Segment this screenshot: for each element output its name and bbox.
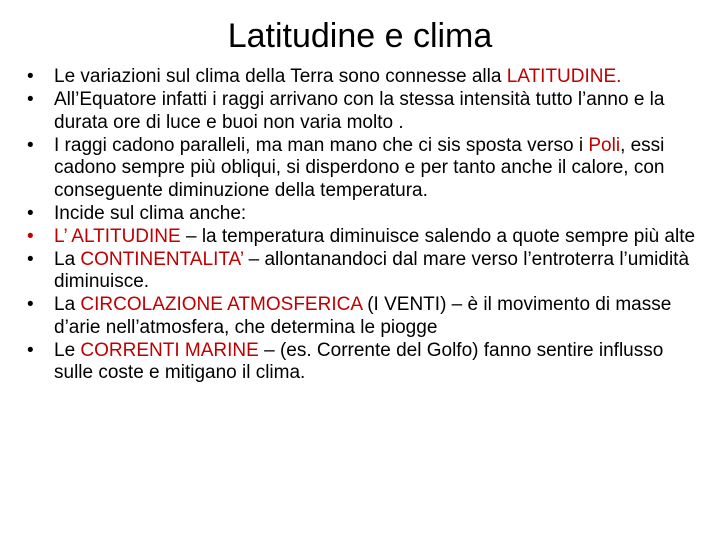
highlight-text: LATITUDINE. xyxy=(506,66,622,87)
bullet-text: La xyxy=(54,294,81,316)
bullet-dot-icon: • xyxy=(27,134,34,156)
bullet-text: – la temperatura diminuisce salendo a quote sempre più alte xyxy=(180,225,696,247)
bullet-dot-icon: • xyxy=(27,339,34,361)
bullet-dot-icon: • xyxy=(27,225,34,247)
bullet-dot-icon: • xyxy=(27,66,34,87)
bullet-item xyxy=(26,226,701,249)
bullet-text: (I VENTI) – è il movimento di masse d’arie nell’atmosfera, che determina le piogge xyxy=(54,294,672,338)
highlight-text: Poli xyxy=(588,134,621,156)
highlight-text: L’ ALTITUDINE xyxy=(54,225,181,247)
bullet-text: All’Equatore infatti i raggi arrivano con la stessa intensità tutto l’anno e la durata ore di luce e buoi non varia molto . xyxy=(54,88,665,133)
bullet-text: – allontanandoci dal mare verso l’entroterra l’umidità diminuisce. xyxy=(54,248,690,293)
bullet-item xyxy=(26,203,701,226)
bullet-item xyxy=(26,135,701,203)
bullet-text: – (es. Corrente del Golfo) fanno sentire influsso sulle coste e mitigano il clima. xyxy=(54,339,664,384)
bullet-item xyxy=(26,340,701,385)
highlight-text: CORRENTI MARINE xyxy=(80,339,259,361)
bullet-dot-icon: • xyxy=(27,202,34,224)
bullet-text: Incide sul clima anche: xyxy=(54,202,247,224)
bullet-dot-icon: • xyxy=(27,248,34,270)
bullet-text: La xyxy=(54,248,81,270)
highlight-text: CIRCOLAZIONE ATMOSFERICA xyxy=(80,294,362,316)
bullet-dot-icon: • xyxy=(27,294,34,316)
highlight-text: CONTINENTALITA’ xyxy=(80,248,244,270)
bullet-text: I raggi cadono paralleli, ma man mano che ci sis sposta verso i xyxy=(54,134,589,156)
slide-title: Latitudine e clima xyxy=(227,17,493,55)
bullet-item xyxy=(26,294,701,339)
bullet-dot-icon: • xyxy=(27,88,34,110)
bullet-text: , essi cadono sempre più obliqui, si disperdono e per tanto anche il calore, con conseguente diminuzione della temperatura. xyxy=(54,134,665,201)
bullet-item xyxy=(26,249,701,294)
bullet-list xyxy=(26,66,701,385)
bullet-item xyxy=(26,89,701,134)
bullet-item xyxy=(26,66,701,89)
bullet-text: Le variazioni sul clima della Terra sono connesse alla xyxy=(54,66,507,87)
bullet-text: Le xyxy=(54,339,81,361)
